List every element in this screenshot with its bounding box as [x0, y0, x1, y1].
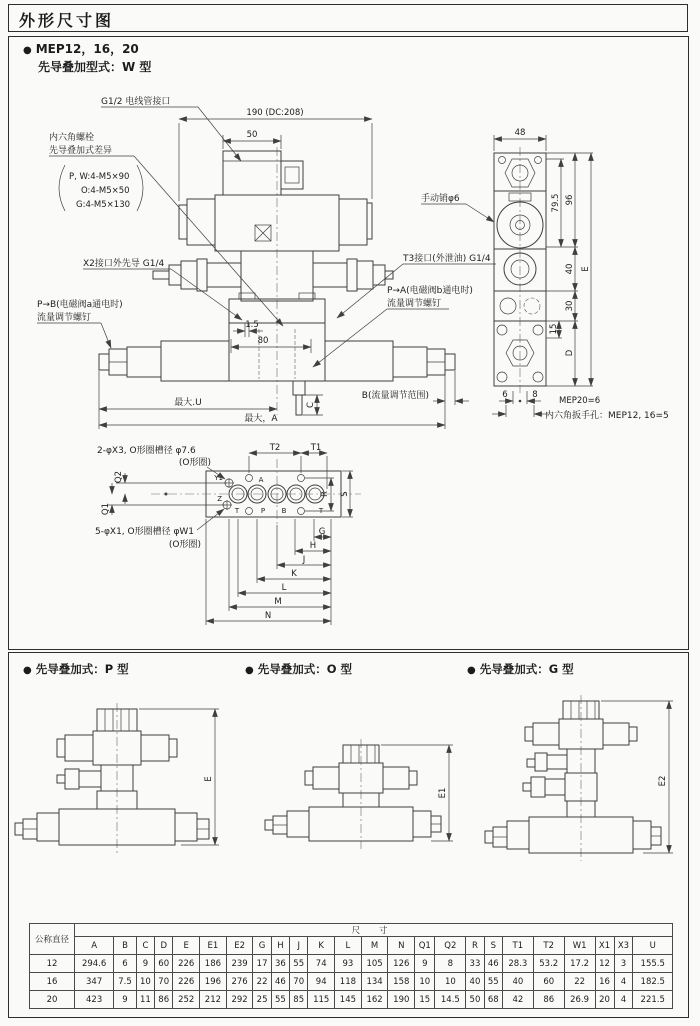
- dim-label-k: K: [291, 569, 297, 579]
- o-type-drawing: [265, 739, 453, 849]
- dim-value: 40: [466, 973, 484, 991]
- oring-top-note: 2-φX3, O形圈槽径 φ7.6: [97, 446, 196, 456]
- pa-note: P→A(电磁阀b通电时): [387, 286, 473, 296]
- table-row: [30, 955, 673, 973]
- bolt-spec-g: G:4-M5×130: [76, 200, 131, 210]
- dim-label-max-a: 最大，A: [244, 414, 278, 424]
- dim-label-79-5: 79.5: [551, 193, 561, 213]
- port-label-z: Z: [217, 495, 222, 503]
- dim-value: 93: [335, 955, 362, 973]
- table-col-header: N: [388, 937, 415, 955]
- bolt-spec-pw: P, W:4-M5×90: [69, 172, 130, 182]
- dim-value: 17.2: [564, 955, 595, 973]
- dim-value: 16: [595, 973, 614, 991]
- port-label-t-right: T: [318, 507, 324, 515]
- table-row: [30, 973, 673, 991]
- table-corner-header: 公称直径: [30, 924, 75, 955]
- table-row: [30, 991, 673, 1009]
- dim-label-n: N: [264, 611, 272, 621]
- dim-label-q2: Q2: [114, 470, 124, 484]
- w-type-drawing: [9, 37, 688, 647]
- dim-value: 158: [388, 973, 415, 991]
- table-col-header: X3: [614, 937, 633, 955]
- dim-value: 53.2: [533, 955, 564, 973]
- dim-value: 26.9: [564, 991, 595, 1009]
- x2-port-note: X2接口外先导 G1/4: [83, 259, 165, 269]
- page-title-box: [8, 4, 688, 32]
- port-label-b: B: [281, 507, 287, 515]
- dim-value: 292: [226, 991, 253, 1009]
- pilot-diff-note: 先导叠加式差异: [49, 146, 113, 156]
- dim-value: 9: [136, 955, 154, 973]
- table-col-header: K: [308, 937, 335, 955]
- table-col-header: T1: [502, 937, 533, 955]
- pb-note: P→B(电磁阀a通电时): [37, 300, 123, 310]
- dim-label-j: J: [302, 555, 306, 565]
- dim-value: 60: [533, 973, 564, 991]
- table-col-header: Q1: [415, 937, 435, 955]
- dim-label-max-u: 最大.U: [174, 398, 202, 408]
- dim-label-s: S: [340, 491, 350, 497]
- dim-value: 33: [466, 955, 484, 973]
- dim-value: 226: [173, 973, 200, 991]
- dim-value: 50: [466, 991, 484, 1009]
- table-col-header: L: [335, 937, 362, 955]
- row-size: 20: [30, 991, 75, 1009]
- dim-label-variant-e: E: [204, 776, 214, 782]
- dim-value: 9: [114, 991, 137, 1009]
- dim-label-l: L: [281, 583, 287, 593]
- dim-value: 423: [75, 991, 114, 1009]
- dim-value: 22: [253, 973, 271, 991]
- dim-value: 85: [290, 991, 308, 1009]
- port-label-a: A: [258, 476, 264, 484]
- bolt-spec-o: O:4-M5×50: [81, 186, 130, 196]
- dim-value: 55: [484, 973, 502, 991]
- dim-label-variant-e2: E2: [658, 775, 668, 787]
- dim-value: 182.5: [633, 973, 673, 991]
- w-type-section: [8, 36, 689, 650]
- dim-value: 42: [502, 991, 533, 1009]
- variant-label-p: 先导叠加式：P 型: [35, 662, 129, 676]
- dim-value: 294.6: [75, 955, 114, 973]
- dim-label-g: G: [318, 527, 326, 537]
- dim-label-c: C: [306, 402, 316, 408]
- dim-value: 55: [290, 955, 308, 973]
- dim-value: 10: [136, 973, 154, 991]
- dim-value: 70: [290, 973, 308, 991]
- dim-label-m: M: [274, 597, 282, 607]
- dim-value: 347: [75, 973, 114, 991]
- dim-value: 55: [271, 991, 289, 1009]
- page-title: 外形尺寸图: [19, 11, 115, 30]
- model-line: MEP12，16，20: [35, 42, 139, 56]
- dim-value: 276: [226, 973, 253, 991]
- hex-bolt-note: 内六角螺栓: [49, 133, 95, 143]
- oring-bottom-note: 5-φX1, O形圈槽径 φW1: [95, 527, 195, 537]
- dim-value: 86: [533, 991, 564, 1009]
- dim-value: 25: [253, 991, 271, 1009]
- dim-value: 9: [415, 955, 435, 973]
- dim-label-48: 48: [514, 128, 526, 138]
- dim-value: 239: [226, 955, 253, 973]
- variant-label-g: 先导叠加式：G 型: [479, 662, 574, 676]
- port-label-p: P: [260, 507, 266, 515]
- table-col-header: X1: [595, 937, 614, 955]
- dim-value: 252: [173, 991, 200, 1009]
- dim-value: 6: [114, 955, 137, 973]
- dim-label-t1: T1: [310, 443, 322, 453]
- dim-label-q1: Q1: [101, 502, 111, 516]
- dim-label-6: 6: [502, 390, 508, 400]
- dim-value: 11: [136, 991, 154, 1009]
- dim-label-variant-e1: E1: [438, 787, 448, 799]
- table-col-header: Q2: [435, 937, 466, 955]
- variant-header-o: [245, 661, 352, 677]
- dim-label-15: 15: [549, 323, 559, 335]
- dim-value: 20: [595, 991, 614, 1009]
- dim-label-d: D: [565, 349, 575, 357]
- variant-label-o: 先导叠加式：O 型: [257, 662, 353, 676]
- dim-value: 36: [271, 955, 289, 973]
- dim-label-30: 30: [565, 300, 575, 312]
- dim-label-1-5: 1.5: [245, 320, 259, 330]
- dim-value: 60: [155, 955, 173, 973]
- dim-label-50: 50: [246, 130, 258, 140]
- dim-value: 126: [388, 955, 415, 973]
- dim-value: 190: [388, 991, 415, 1009]
- table-col-header: E2: [226, 937, 253, 955]
- dim-value: 94: [308, 973, 335, 991]
- dim-value: 40: [502, 973, 533, 991]
- dim-value: 155.5: [633, 955, 673, 973]
- oring-bottom-note-2: (O形圈): [168, 540, 201, 550]
- dim-value: 162: [361, 991, 388, 1009]
- dim-value: 74: [308, 955, 335, 973]
- port-label-y1: Y1: [214, 474, 223, 482]
- variants-section: [8, 652, 689, 1018]
- table-col-header: R: [466, 937, 484, 955]
- dim-label-t2: T2: [269, 443, 281, 453]
- table-col-header: E1: [200, 937, 227, 955]
- dim-value: 68: [484, 991, 502, 1009]
- g-type-drawing: [485, 695, 673, 861]
- note-mep20: MEP20=6: [559, 396, 601, 406]
- bullet-icon: ●: [467, 665, 476, 676]
- dim-value: 196: [200, 973, 227, 991]
- b-range-note: B(流量调节范围): [361, 391, 429, 401]
- side-view: [421, 128, 669, 421]
- dim-value: 212: [200, 991, 227, 1009]
- dim-label-40: 40: [565, 263, 575, 275]
- port-face-view: [95, 443, 361, 625]
- manual-pin-note: 手动销φ6: [421, 194, 460, 204]
- dim-value: 3: [614, 955, 633, 973]
- oring-top-note-2: (O形圈): [178, 458, 211, 468]
- dim-value: 226: [173, 955, 200, 973]
- dim-label-96: 96: [565, 194, 575, 206]
- bullet-icon: ●: [245, 665, 254, 676]
- dim-value: 10: [415, 973, 435, 991]
- dim-value: 4: [614, 973, 633, 991]
- bullet-icon: ●: [23, 665, 32, 676]
- t3-port-note: T3接口(外泄油) G1/4: [403, 254, 491, 264]
- bullet-icon: ●: [23, 45, 32, 56]
- variant-header-p: [23, 661, 129, 677]
- variant-header-g: [467, 661, 574, 677]
- table-col-header: E: [173, 937, 200, 955]
- table-col-header: H: [271, 937, 289, 955]
- table-col-header: G: [253, 937, 271, 955]
- pb-screw-note: 流量调节螺钉: [37, 313, 92, 323]
- dim-value: 134: [361, 973, 388, 991]
- dim-value: 118: [335, 973, 362, 991]
- pa-screw-note: 流量调节螺钉: [387, 299, 442, 309]
- table-col-header: C: [136, 937, 154, 955]
- front-view: [37, 95, 496, 429]
- table-col-header: U: [633, 937, 673, 955]
- dim-label-80: 80: [257, 336, 269, 346]
- table-span-header: 尺 寸: [75, 924, 673, 937]
- table-col-header: M: [361, 937, 388, 955]
- dim-value: 22: [564, 973, 595, 991]
- dim-label-8: 8: [532, 390, 538, 400]
- dim-value: 86: [155, 991, 173, 1009]
- table-col-header: T2: [533, 937, 564, 955]
- dim-value: 145: [335, 991, 362, 1009]
- dimension-table: [29, 923, 673, 1009]
- table-col-header: A: [75, 937, 114, 955]
- row-size: 12: [30, 955, 75, 973]
- dim-value: 7.5: [114, 973, 137, 991]
- dim-value: 8: [435, 955, 466, 973]
- dim-value: 105: [361, 955, 388, 973]
- dim-value: 70: [155, 973, 173, 991]
- dim-value: 115: [308, 991, 335, 1009]
- dim-value: 10: [435, 973, 466, 991]
- dim-value: 46: [484, 955, 502, 973]
- dim-value: 12: [595, 955, 614, 973]
- dim-value: 46: [271, 973, 289, 991]
- table-col-header: D: [155, 937, 173, 955]
- dim-label-r: R: [320, 491, 330, 497]
- dim-value: 221.5: [633, 991, 673, 1009]
- dim-label-e: E: [581, 266, 591, 272]
- table-col-header: S: [484, 937, 502, 955]
- p-type-drawing: [15, 703, 219, 853]
- dim-value: 4: [614, 991, 633, 1009]
- dim-label-190: 190 (DC:208): [246, 108, 304, 118]
- dim-value: 186: [200, 955, 227, 973]
- table-col-header: B: [114, 937, 137, 955]
- table-col-header: W1: [564, 937, 595, 955]
- port-label-t-left: T: [234, 507, 240, 515]
- dim-label-h: H: [309, 541, 317, 551]
- dim-value: 28.3: [502, 955, 533, 973]
- conduit-note: G1/2 电线管接口: [101, 97, 171, 107]
- type-line: 先导叠加型式：W 型: [38, 60, 152, 74]
- table-col-header: J: [290, 937, 308, 955]
- dim-value: 14.5: [435, 991, 466, 1009]
- variant-drawings: [9, 681, 688, 921]
- note-wrench: 内六角扳手孔：MEP12, 16=5: [545, 411, 669, 421]
- row-size: 16: [30, 973, 75, 991]
- dim-value: 17: [253, 955, 271, 973]
- dim-value: 15: [415, 991, 435, 1009]
